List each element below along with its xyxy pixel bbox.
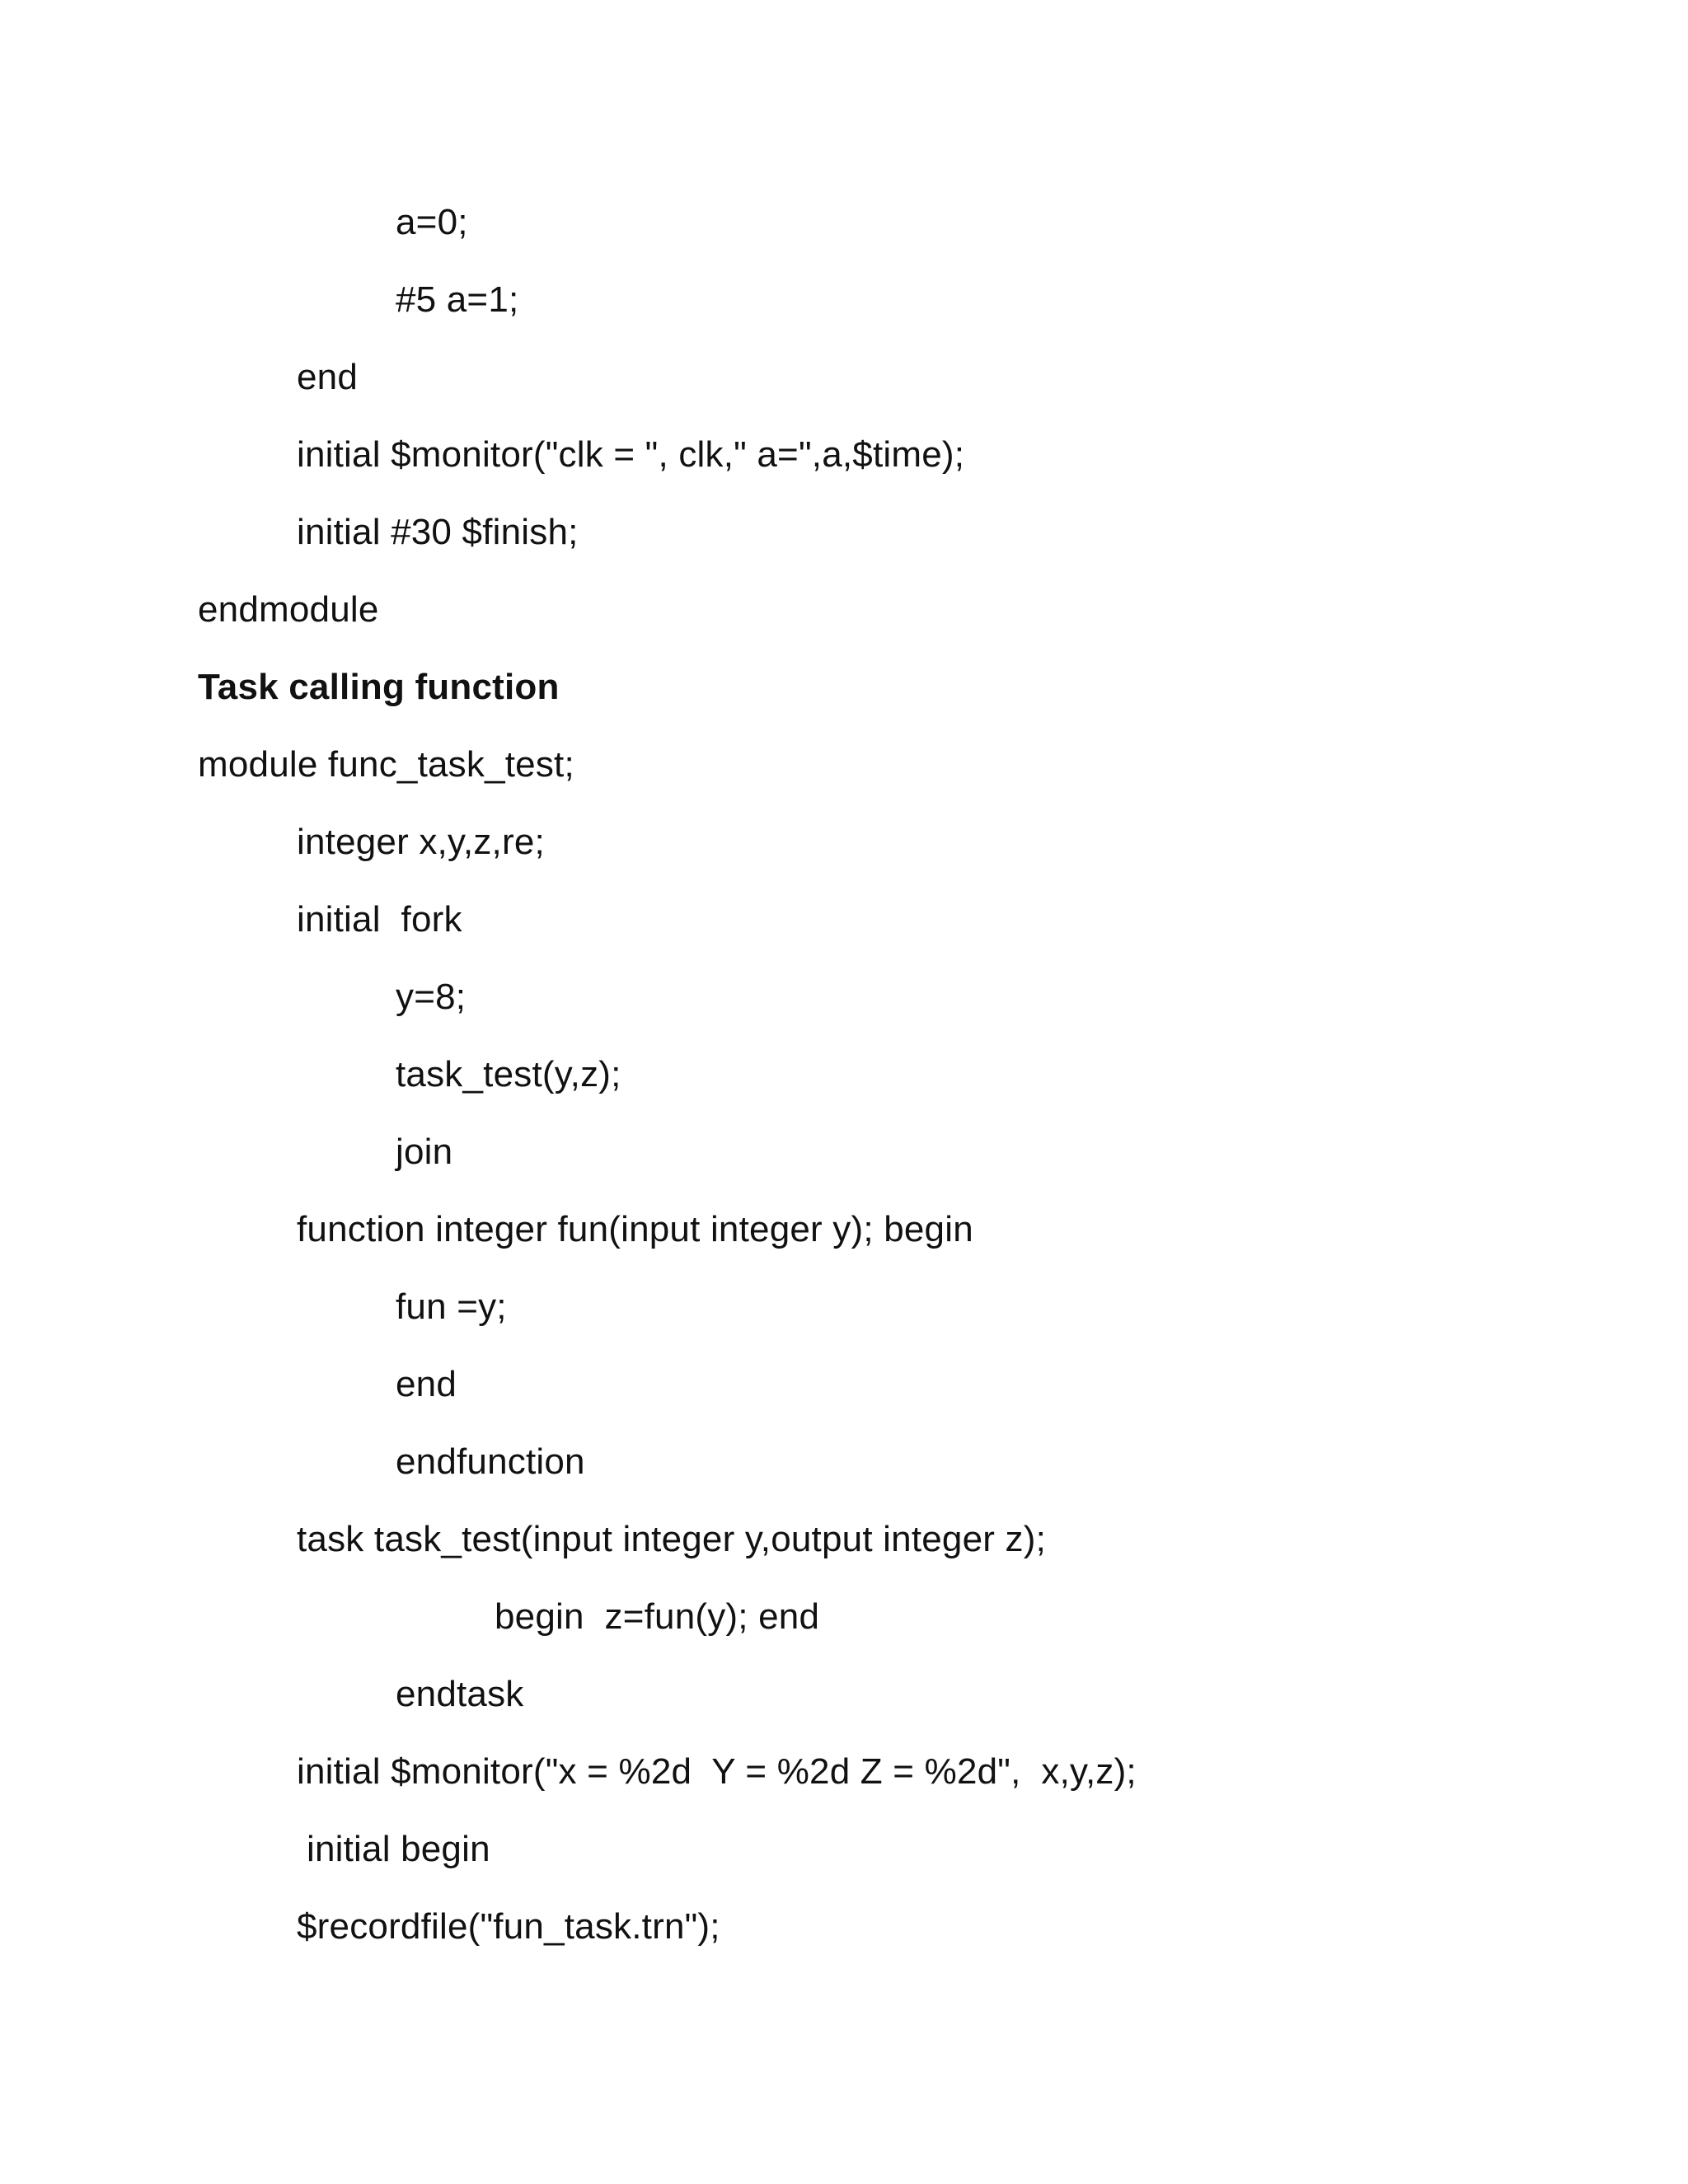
code-line: initial fork xyxy=(297,899,462,940)
code-line: initial begin xyxy=(307,1829,490,1869)
code-line: task_test(y,z); xyxy=(396,1054,621,1094)
code-line: task task_test(input integer y,output integer z); xyxy=(297,1519,1047,1559)
code-line: initial #30 $finish; xyxy=(297,512,579,552)
code-line: fun =y; xyxy=(396,1286,507,1327)
code-line: function integer fun(input integer y); begin xyxy=(297,1209,973,1249)
code-line: begin z=fun(y); end xyxy=(495,1596,820,1637)
code-line: $recordfile("fun_task.trn"); xyxy=(297,1906,720,1947)
code-line: module func_task_test; xyxy=(198,744,574,785)
code-line: a=0; xyxy=(396,202,468,242)
code-line: endtask xyxy=(396,1674,524,1714)
code-line: y=8; xyxy=(396,977,467,1017)
code-line: integer x,y,z,re; xyxy=(297,822,545,862)
code-line: initial $monitor("x = %2d Y = %2d Z = %2d", x,y,z); xyxy=(297,1751,1137,1792)
code-line: end xyxy=(297,357,359,397)
code-line: initial $monitor("clk = ", clk," a=",a,$time); xyxy=(297,434,965,475)
code-line: end xyxy=(396,1364,457,1404)
section-heading: Task calling function xyxy=(198,667,560,707)
code-line: #5 a=1; xyxy=(396,279,519,320)
code-line: endfunction xyxy=(396,1441,585,1482)
code-line: endmodule xyxy=(198,589,379,630)
code-line: join xyxy=(396,1132,453,1172)
